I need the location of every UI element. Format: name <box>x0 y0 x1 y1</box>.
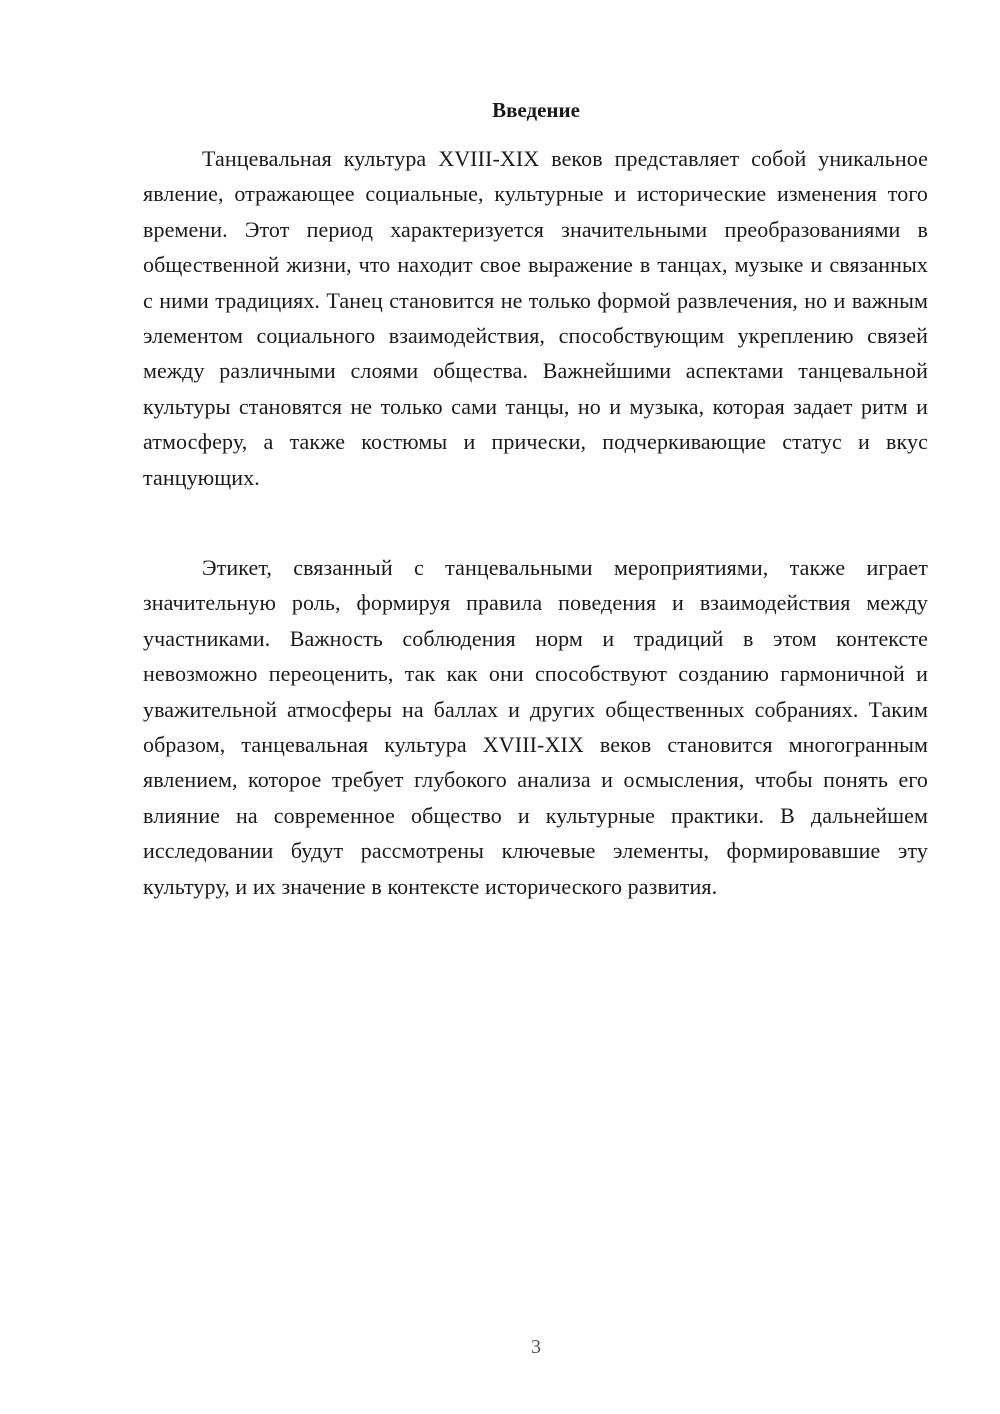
paragraph-introduction-2: Этикет, связанный с танцевальными мероприятиями, также играет значительную роль, формируя правила поведения и взаимодействия между участниками. Важность соблюдения норм и традиций в этом контексте невозможно переоценить, так как они способствуют созданию гармоничной и уважительной атмосферы на баллах и других общественных собраниях. Таким образом, танцевальная культура XVIII-XIX веков становится многогранным явлением, которое требует глубокого анализа и осмысления, чтобы понять его влияние на современное общество и культурные практики. В дальнейшем исследовании будут рассмотрены ключевые элементы, формировавшие эту культуру, и их значение в контексте исторического развития. <box>143 555 928 899</box>
page-number: 3 <box>531 1336 541 1358</box>
paragraph-introduction-1: Танцевальная культура XVIII-XIX веков представляет собой уникальное явление, отражающее социальные, культурные и исторические изменения того времени. Этот период характеризуется значительными преобразованиями в общественной жизни, что находит свое выражение в танцах, музыке и связанных с ними традициях. Танец становится не только формой развлечения, но и важным элементом социального взаимодействия, способствующим укреплению связей между различными слоями общества. Важнейшими аспектами танцевальной культуры становятся не только сами танцы, но и музыка, которая задает ритм и атмосферу, а также костюмы и прически, подчеркивающие статус и вкус танцующих. <box>143 146 928 490</box>
section-title: Введение <box>492 98 580 122</box>
